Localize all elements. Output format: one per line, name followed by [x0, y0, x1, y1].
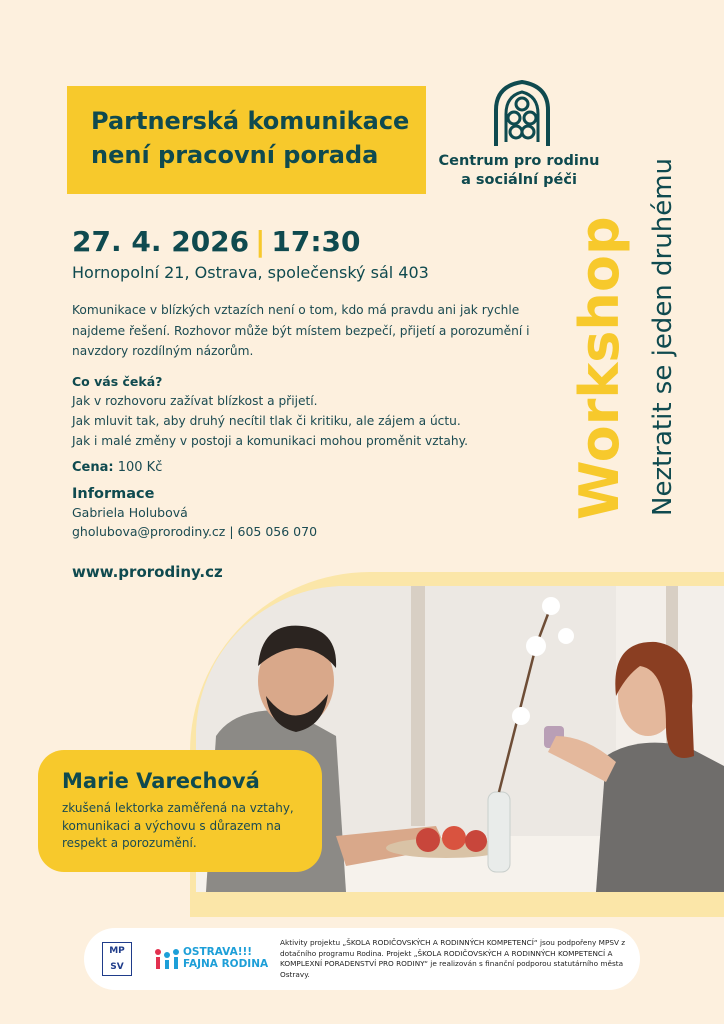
event-date: 27. 4. 2026 [72, 225, 250, 258]
price [72, 458, 162, 478]
contact-name: Gabriela Holubová [72, 505, 188, 520]
price-label: Cena: [72, 460, 114, 475]
title-box [67, 86, 426, 194]
mpsv-logo-line-1: MP [109, 946, 125, 956]
what-to-expect-list [72, 391, 552, 451]
datetime-separator: | [255, 225, 266, 258]
info-title: Informace [72, 486, 155, 502]
list-item: Jak mluvit tak, aby druhý necítil tlak či kritiku, ale zájem a úctu. [72, 414, 461, 428]
ostrava-family-icon [154, 948, 180, 970]
event-datetime [72, 224, 361, 260]
speaker-description: zkušená lektorka zaměřená na vztahy, komunikaci a výchovu s důrazem na respekt a porozumění. [62, 801, 294, 850]
speaker-box [38, 750, 322, 872]
ostrava-logo-text [183, 946, 268, 970]
contact-details[interactable]: gholubova@prorodiny.cz | 605 056 070 [72, 524, 318, 539]
website-link[interactable]: www.prorodiny.cz [72, 563, 223, 581]
title-line-2: není pracovní porada [91, 141, 379, 169]
workshop-vertical-label: Workshop [568, 216, 631, 520]
sponsor-footer [84, 928, 640, 990]
organization-name-line-2: a sociální péči [461, 172, 577, 188]
speaker-name: Marie Varechová [62, 769, 260, 793]
ostrava-line-1: OSTRAVA!!! [183, 946, 253, 958]
event-time: 17:30 [271, 225, 361, 258]
mpsv-logo [102, 942, 132, 976]
page-title [91, 104, 411, 172]
price-value: 100 Kč [117, 460, 163, 475]
what-to-expect-title: Co vás čeká? [72, 374, 163, 389]
family-arch-logo-icon [492, 80, 552, 150]
mpsv-logo-line-2: SV [110, 962, 124, 972]
event-address: Hornopolní 21, Ostrava, společenský sál 403 [72, 263, 429, 282]
workshop-subtitle-vertical: Neztratit se jeden druhému [648, 157, 678, 516]
list-item: Jak i malé změny v postoji a komunikaci mohou proměnit vztahy. [72, 434, 468, 448]
organization-name-line-1: Centrum pro rodinu [438, 153, 600, 169]
title-line-1: Partnerská komunikace [91, 107, 410, 135]
funding-note: Aktivity projektu „ŠKOLA RODIČOVSKÝCH A RODINNÝCH KOMPETENCÍ“ jsou podpořeny MPSV z dotačního programu Rodina. Projekt „ŠKOLA RODIČOVSKÝCH A RODINNÝCH KOMPETENCÍ A KOMPLEXNÍ PORADENSTVÍ PRO RODINY“ je realizován s finanční podporou statutárního města Ostravy. [280, 938, 626, 979]
ostrava-line-2: FAJNA RODINA [183, 958, 269, 970]
list-item: Jak v rozhovoru zažívat blízkost a přijetí. [72, 394, 318, 408]
event-intro: Komunikace v blízkých vztazích není o tom, kdo má pravdu ani jak rychle najdeme řešení. Rozhovor může být místem bezpečí, přijetí a porozumění i navzdory rozdílným názorům. [72, 303, 530, 358]
organization-name [436, 152, 602, 190]
